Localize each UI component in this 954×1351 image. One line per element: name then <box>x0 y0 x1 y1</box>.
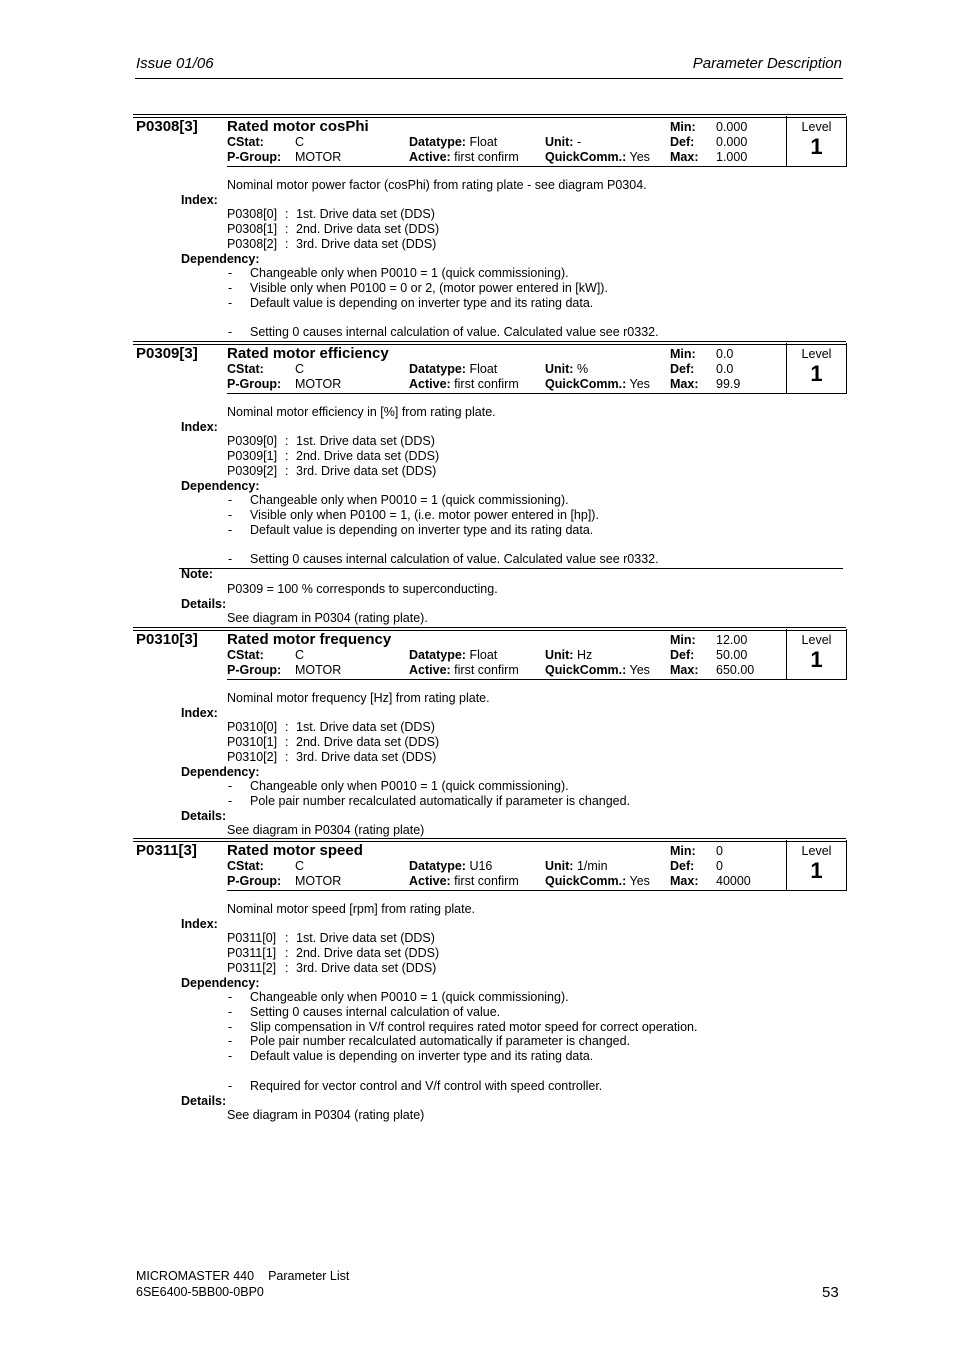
index-heading: Index: <box>181 193 218 207</box>
details-heading: Details: <box>181 1093 227 1108</box>
active-value: first confirm <box>454 150 519 164</box>
dependency-bullet: - <box>228 1034 233 1049</box>
details-heading: Details: <box>181 597 227 612</box>
active-field <box>409 150 519 164</box>
active-value: first confirm <box>454 377 519 391</box>
index-colon: : <box>285 464 289 478</box>
parameter-id: P0308[3] <box>136 118 198 135</box>
index-description: 2nd. Drive data set (DDS) <box>296 946 440 960</box>
cstat-label: CStat: <box>227 859 264 873</box>
description: Nominal motor frequency [Hz] from rating plate. <box>227 691 490 705</box>
min-label: Min: <box>670 633 696 647</box>
pgroup-value: MOTOR <box>295 377 342 391</box>
index-description: 3rd. Drive data set (DDS) <box>296 237 437 251</box>
level-value: 1 <box>810 361 823 386</box>
parameter-id: P0310[3] <box>136 631 198 648</box>
index-description: 2nd. Drive data set (DDS) <box>296 222 440 236</box>
index-parameter: P0311[2] <box>227 961 277 975</box>
header-underline <box>227 166 786 167</box>
max-label: Max: <box>670 150 699 164</box>
pgroup-value: MOTOR <box>295 663 342 677</box>
min-value: 0.000 <box>716 120 748 134</box>
dependency-item: Default value is depending on inverter type and its rating data. <box>250 1049 594 1064</box>
max-label: Max: <box>670 874 699 888</box>
min-label: Min: <box>670 347 696 361</box>
dependency-bullet: - <box>228 552 233 567</box>
index-description: 3rd. Drive data set (DDS) <box>296 961 437 975</box>
max-value: 40000 <box>716 874 751 888</box>
section-divider <box>179 568 843 569</box>
parameter-title: Rated motor speed <box>227 842 363 859</box>
active-label: Active: <box>409 377 451 391</box>
dependency-item: Pole pair number recalculated automatically if parameter is changed. <box>250 1034 631 1049</box>
dependency-bullet: - <box>228 1004 233 1019</box>
dependency-item: Setting 0 causes internal calculation of value. <box>250 1004 501 1019</box>
active-field <box>409 377 519 391</box>
cstat-value: C <box>295 859 305 873</box>
index-colon: : <box>285 946 289 960</box>
quickcomm-label: QuickComm.: <box>545 377 627 391</box>
index-description: 3rd. Drive data set (DDS) <box>296 750 437 764</box>
datatype-value: Float <box>469 362 498 376</box>
details-heading: Details: <box>181 808 227 823</box>
header-underline <box>227 890 786 891</box>
parameter-title: Rated motor efficiency <box>227 345 389 362</box>
quickcomm-label: QuickComm.: <box>545 663 627 677</box>
index-parameter: P0311[1] <box>227 946 277 960</box>
index-description: 3rd. Drive data set (DDS) <box>296 464 437 478</box>
dependency-item: Default value is depending on inverter type and its rating data. <box>250 522 594 537</box>
unit-label: Unit: <box>545 362 574 376</box>
level-box <box>786 116 847 167</box>
def-value: 0.0 <box>716 362 734 376</box>
datatype-field <box>409 648 497 662</box>
dependency-heading: Dependency: <box>181 252 260 266</box>
index-parameter: P0309[0] <box>227 434 278 448</box>
index-description: 2nd. Drive data set (DDS) <box>296 449 440 463</box>
index-colon: : <box>285 750 289 764</box>
footer-order-number: 6SE6400-5BB00-0BP0 <box>136 1285 264 1299</box>
index-description: 1st. Drive data set (DDS) <box>296 207 435 221</box>
dependency-item: Visible only when P0100 = 1, (i.e. motor power entered in [hp]). <box>250 507 599 522</box>
index-parameter: P0308[0] <box>227 207 278 221</box>
datatype-field <box>409 135 497 149</box>
dependency-bullet: - <box>228 266 233 280</box>
def-value: 50.00 <box>716 648 748 662</box>
parameter-id: P0309[3] <box>136 345 198 362</box>
max-value: 1.000 <box>716 150 748 164</box>
quickcomm-field <box>545 874 650 888</box>
footer-product-name: MICROMASTER 440 <box>136 1269 255 1283</box>
datatype-label: Datatype: <box>409 135 466 149</box>
page-number: 53 <box>822 1284 839 1301</box>
cstat-value: C <box>295 648 305 662</box>
dependency-bullet: - <box>228 1019 233 1034</box>
cstat-label: CStat: <box>227 648 264 662</box>
quickcomm-value: Yes <box>629 377 650 391</box>
datatype-label: Datatype: <box>409 362 466 376</box>
index-colon: : <box>285 735 289 749</box>
def-label: Def: <box>670 135 695 149</box>
dependency-item: Required for vector control and V/f control with speed controller. <box>250 1079 603 1093</box>
level-label: Level <box>801 633 832 647</box>
index-colon: : <box>285 931 289 945</box>
dependency-bullet: - <box>228 522 233 537</box>
dependency-item: Pole pair number recalculated automatically if parameter is changed. <box>250 793 631 808</box>
header-underline <box>227 393 786 394</box>
unit-field <box>545 859 608 873</box>
unit-field <box>545 135 581 149</box>
dependency-bullet: - <box>228 295 233 310</box>
index-description: 1st. Drive data set (DDS) <box>296 931 435 945</box>
datatype-field <box>409 859 492 873</box>
dependency-bullet: - <box>228 1049 233 1064</box>
index-parameter: P0309[2] <box>227 464 278 478</box>
quickcomm-field <box>545 663 650 677</box>
active-label: Active: <box>409 874 451 888</box>
pgroup-value: MOTOR <box>295 874 342 888</box>
unit-label: Unit: <box>545 648 574 662</box>
note-heading: Note: <box>181 567 213 582</box>
index-colon: : <box>285 222 289 236</box>
index-colon: : <box>285 237 289 251</box>
active-value: first confirm <box>454 874 519 888</box>
max-label: Max: <box>670 377 699 391</box>
index-colon: : <box>285 720 289 734</box>
level-label: Level <box>801 844 832 858</box>
dependency-bullet: - <box>228 793 233 808</box>
dependency-item: Changeable only when P0010 = 1 (quick commissioning). <box>250 493 569 507</box>
datatype-label: Datatype: <box>409 648 466 662</box>
pgroup-value: MOTOR <box>295 150 342 164</box>
index-colon: : <box>285 434 289 448</box>
header-rule <box>135 78 843 79</box>
level-box <box>786 343 847 394</box>
description: Nominal motor power factor (cosPhi) from rating plate - see diagram P0304. <box>227 178 647 192</box>
max-value: 99.9 <box>716 377 741 391</box>
active-value: first confirm <box>454 663 519 677</box>
dependency-item: Visible only when P0100 = 0 or 2, (motor power entered in [kW]). <box>250 280 608 295</box>
active-field <box>409 874 519 888</box>
dependency-bullet: - <box>228 1079 233 1093</box>
unit-field <box>545 362 588 376</box>
datatype-value: Float <box>469 135 498 149</box>
index-description: 2nd. Drive data set (DDS) <box>296 735 440 749</box>
def-value: 0.000 <box>716 135 748 149</box>
index-description: 1st. Drive data set (DDS) <box>296 720 435 734</box>
max-value: 650.00 <box>716 663 755 677</box>
cstat-value: C <box>295 135 305 149</box>
min-label: Min: <box>670 120 696 134</box>
dependency-bullet: - <box>228 325 233 340</box>
cstat-label: CStat: <box>227 135 264 149</box>
dependency-heading: Dependency: <box>181 765 260 779</box>
index-heading: Index: <box>181 706 218 720</box>
pgroup-label: P-Group: <box>227 150 282 164</box>
quickcomm-field <box>545 150 650 164</box>
cstat-value: C <box>295 362 305 376</box>
index-colon: : <box>285 961 289 975</box>
dependency-item: Slip compensation in V/f control requires rated motor speed for correct operation. <box>250 1019 698 1034</box>
datatype-value: U16 <box>469 859 493 873</box>
index-description: 1st. Drive data set (DDS) <box>296 434 435 448</box>
dependency-item: Changeable only when P0010 = 1 (quick commissioning). <box>250 990 569 1004</box>
datatype-field <box>409 362 497 376</box>
dependency-bullet: - <box>228 779 233 793</box>
datatype-value: Float <box>469 648 498 662</box>
level-label: Level <box>801 120 832 134</box>
datatype-label: Datatype: <box>409 859 466 873</box>
def-label: Def: <box>670 648 695 662</box>
index-heading: Index: <box>181 420 218 434</box>
details-text: See diagram in P0304 (rating plate) <box>227 1107 425 1122</box>
details-text: See diagram in P0304 (rating plate) <box>227 822 425 837</box>
unit-value: 1/min <box>576 859 608 873</box>
active-field <box>409 663 519 677</box>
max-label: Max: <box>670 663 699 677</box>
unit-value: % <box>576 362 589 376</box>
index-colon: : <box>285 449 289 463</box>
def-value: 0 <box>716 859 723 873</box>
min-label: Min: <box>670 844 696 858</box>
parameter-title: Rated motor frequency <box>227 631 392 648</box>
unit-value: - <box>576 135 582 149</box>
header-issue: Issue 01/06 <box>136 55 214 72</box>
footer-product <box>136 1269 349 1283</box>
index-parameter: P0311[0] <box>227 931 277 945</box>
dependency-item: Setting 0 causes internal calculation of value. Calculated value see r0332. <box>250 325 659 340</box>
pgroup-label: P-Group: <box>227 377 282 391</box>
index-parameter: P0308[2] <box>227 237 278 251</box>
active-label: Active: <box>409 663 451 677</box>
quickcomm-label: QuickComm.: <box>545 874 627 888</box>
def-label: Def: <box>670 859 695 873</box>
unit-label: Unit: <box>545 859 574 873</box>
dependency-bullet: - <box>228 280 233 295</box>
dependency-bullet: - <box>228 493 233 507</box>
dependency-item: Changeable only when P0010 = 1 (quick commissioning). <box>250 266 569 280</box>
min-value: 0 <box>716 844 723 858</box>
note-text: P0309 = 100 % corresponds to superconducting. <box>227 582 498 597</box>
index-heading: Index: <box>181 917 218 931</box>
index-parameter: P0308[1] <box>227 222 278 236</box>
min-value: 12.00 <box>716 633 748 647</box>
pgroup-label: P-Group: <box>227 663 282 677</box>
dependency-bullet: - <box>228 507 233 522</box>
details-text: See diagram in P0304 (rating plate). <box>227 611 428 626</box>
level-value: 1 <box>810 647 823 672</box>
unit-value: Hz <box>576 648 593 662</box>
dependency-item: Changeable only when P0010 = 1 (quick commissioning). <box>250 779 569 793</box>
footer-doc-name: Parameter List <box>268 1269 350 1283</box>
cstat-label: CStat: <box>227 362 264 376</box>
header-section-title: Parameter Description <box>692 55 842 72</box>
dependency-heading: Dependency: <box>181 479 260 493</box>
dependency-item: Setting 0 causes internal calculation of value. Calculated value see r0332. <box>250 552 659 567</box>
index-parameter: P0310[2] <box>227 750 278 764</box>
quickcomm-value: Yes <box>629 663 650 677</box>
unit-field <box>545 648 592 662</box>
dependency-heading: Dependency: <box>181 976 260 990</box>
quickcomm-field <box>545 377 650 391</box>
level-value: 1 <box>810 134 823 159</box>
index-parameter: P0310[1] <box>227 735 278 749</box>
unit-label: Unit: <box>545 135 574 149</box>
active-label: Active: <box>409 150 451 164</box>
quickcomm-label: QuickComm.: <box>545 150 627 164</box>
index-parameter: P0309[1] <box>227 449 278 463</box>
header-underline <box>227 679 786 680</box>
min-value: 0.0 <box>716 347 734 361</box>
description: Nominal motor efficiency in [%] from rating plate. <box>227 405 496 419</box>
def-label: Def: <box>670 362 695 376</box>
index-colon: : <box>285 207 289 221</box>
level-box <box>786 629 847 680</box>
level-value: 1 <box>810 858 823 883</box>
level-label: Level <box>801 347 832 361</box>
quickcomm-value: Yes <box>629 150 650 164</box>
parameter-title: Rated motor cosPhi <box>227 118 369 135</box>
description: Nominal motor speed [rpm] from rating plate. <box>227 902 476 916</box>
level-box <box>786 840 847 891</box>
pgroup-label: P-Group: <box>227 874 282 888</box>
quickcomm-value: Yes <box>629 874 650 888</box>
parameter-id: P0311[3] <box>136 842 197 859</box>
index-parameter: P0310[0] <box>227 720 278 734</box>
dependency-item: Default value is depending on inverter type and its rating data. <box>250 295 594 310</box>
dependency-bullet: - <box>228 990 233 1004</box>
